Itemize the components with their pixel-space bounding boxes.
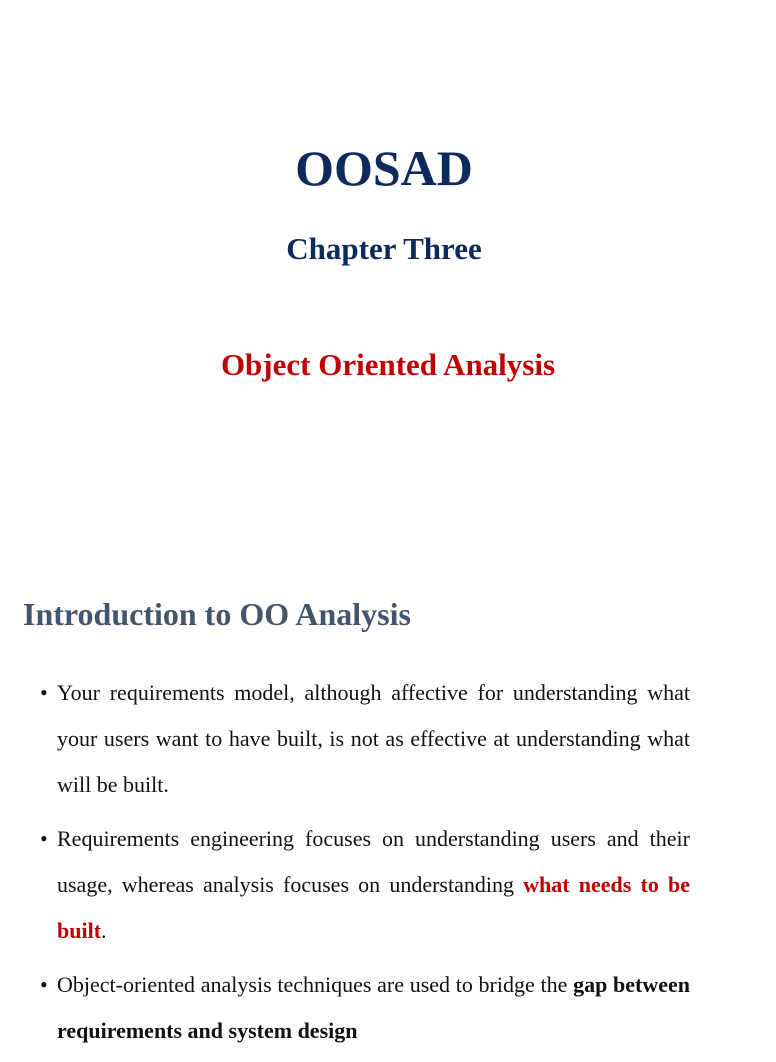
bullet-list xyxy=(40,670,690,1062)
cut-off-emphasis: gap between requirements and system design xyxy=(57,972,691,1043)
emphasis-text: what needs to be built xyxy=(57,872,690,943)
bullet-marker: • xyxy=(40,972,48,997)
bullet-text-end: . xyxy=(101,918,107,943)
bullet-marker: • xyxy=(40,680,48,705)
slide-title: OOSAD xyxy=(295,140,473,196)
bullet-item xyxy=(40,670,690,808)
bullet-text: Requirements engineering focuses on understanding users and their usage, whereas analysis focuses on understanding xyxy=(57,826,690,897)
bullet-marker: • xyxy=(40,826,48,851)
chapter-subtitle: Chapter Three xyxy=(286,231,482,266)
bullet-text: Your requirements model, although affective for understanding what your users want to have built, is not as effective at understanding what will be built. xyxy=(57,680,690,797)
chapter-topic: Object Oriented Analysis xyxy=(220,347,556,382)
bullet-item xyxy=(40,962,690,1054)
bullet-item xyxy=(40,816,690,954)
bullet-text: Object-oriented analysis techniques are used to bridge the xyxy=(57,972,568,997)
section-heading: Introduction to OO Analysis xyxy=(23,596,411,632)
